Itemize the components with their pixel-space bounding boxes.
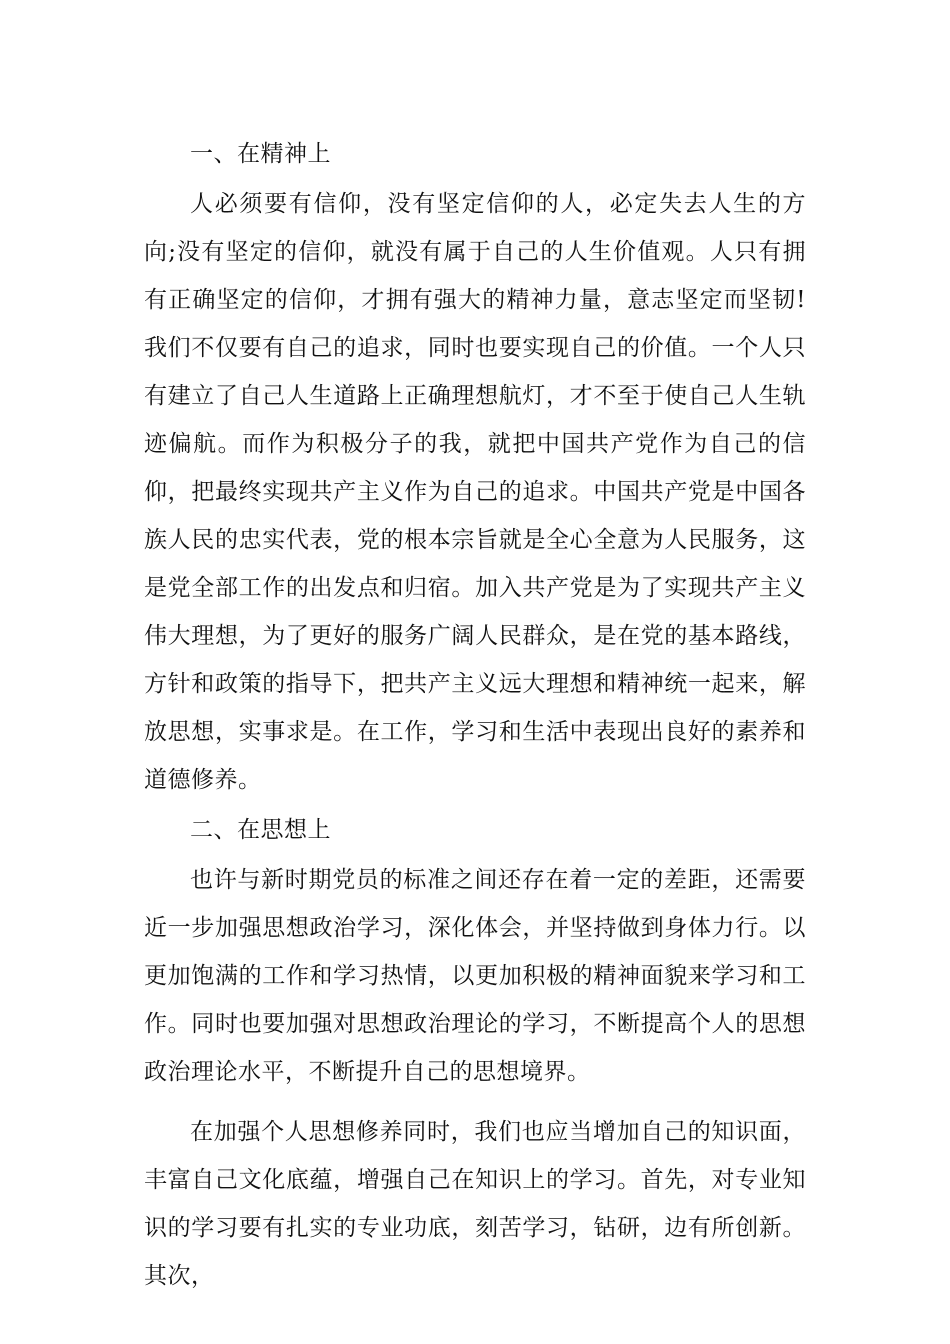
section-heading-thought: 二、在思想上 xyxy=(190,817,331,843)
document-body xyxy=(144,130,806,1302)
section-paragraph-spirit: 人必须要有信仰，没有坚定信仰的人，必定失去人生的方向;没有坚定的信仰，就没有属于自己的人生价值观。人只有拥有正确坚定的信仰，才拥有强大的精神力量，意志坚定而坚韧!我们不仅要有自己的追求，同时也要实现自己的价值。一个人只有建立了自己人生道路上正确理想航灯，才不至于使自己人生轨迹偏航。而作为积极分子的我，就把中国共产党作为自己的信仰，把最终实现共产主义作为自己的追求。中国共产党是中国各族人民的忠实代表，党的根本宗旨就是全心全意为人民服务，这是党全部工作的出发点和归宿。加入共产党是为了实现共产主义伟大理想，为了更好的服务广阔人民群众，是在党的基本路线，方针和政策的指导下，把共产主义远大理想和精神统一起来，解放思想，实事求是。在工作，学习和生活中表现出良好的素养和道德修养。 xyxy=(144,191,806,793)
section-heading-spirit: 一、在精神上 xyxy=(190,141,331,167)
section-paragraph-thought-2: 在加强个人思想修养同时，我们也应当增加自己的知识面，丰富自己文化底蕴，增强自己在知识上的学习。首先，对专业知识的学习要有扎实的专业功底，刻苦学习，钻研，边有所创新。其次， xyxy=(144,1119,806,1289)
section-paragraph-thought-1: 也许与新时期党员的标准之间还存在着一定的差距，还需要近一步加强思想政治学习，深化体会，并坚持做到身体力行。以更加饱满的工作和学习热情，以更加积极的精神面貌来学习和工作。同时也要加强对思想政治理论的学习，不断提高个人的思想政治理论水平，不断提升自己的思想境界。 xyxy=(144,867,806,1085)
